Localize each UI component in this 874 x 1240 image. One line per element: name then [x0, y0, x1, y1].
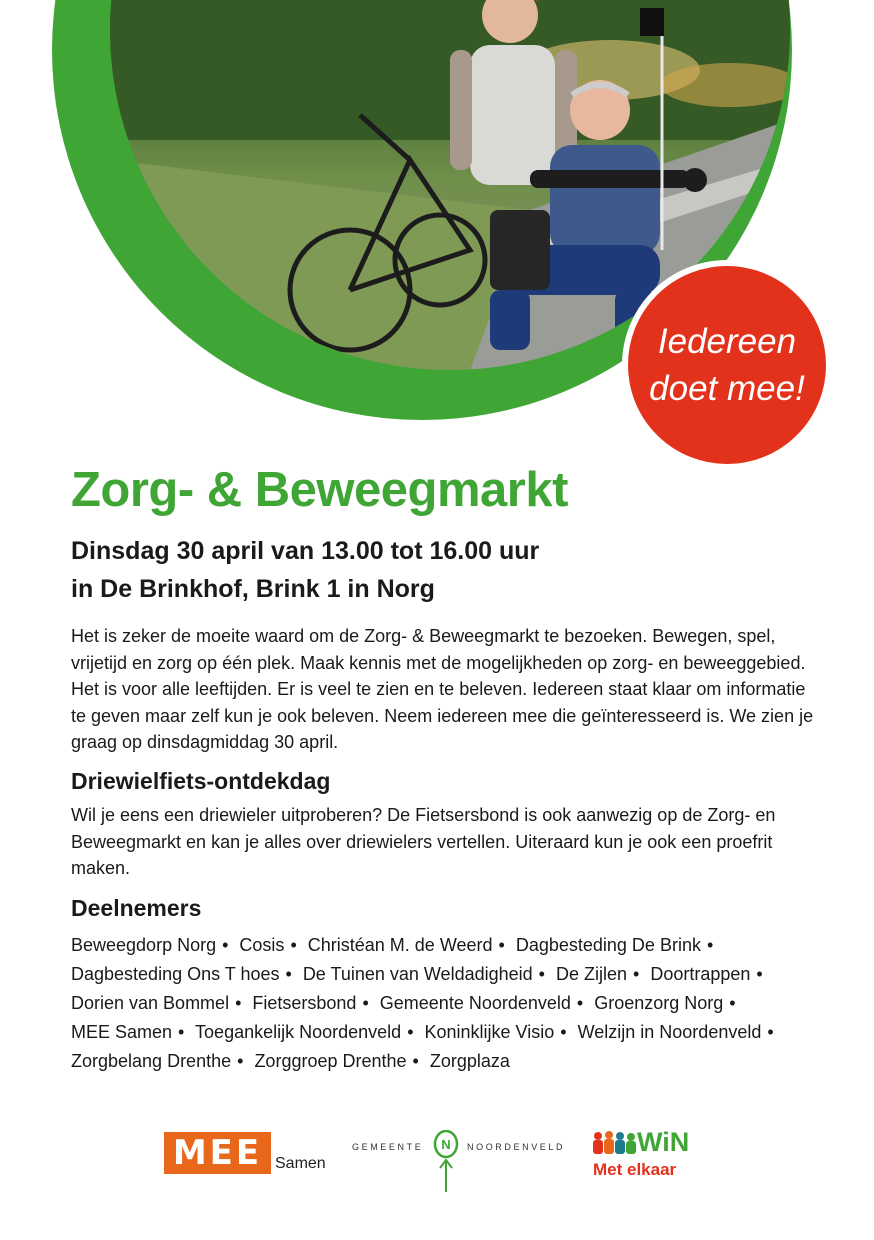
page-title: Zorg- & Beweegmarkt	[71, 463, 568, 517]
bullet-separator: •	[285, 964, 292, 984]
badge-line-2: doet mee!	[649, 369, 805, 408]
participant-item: De Zijlen •	[555, 964, 640, 984]
participant-item: Dagbesteding De Brink •	[515, 935, 714, 955]
participants-list	[71, 931, 811, 1076]
badge-line-1: Iedereen	[657, 322, 797, 361]
participant-item: Zorgbelang Drenthe •	[71, 1051, 244, 1071]
mee-logo-sub: Samen	[275, 1155, 326, 1172]
bullet-separator: •	[235, 993, 242, 1013]
event-details	[71, 532, 539, 608]
participant-item: Beweegdorp Norg •	[71, 935, 229, 955]
bullet-separator: •	[407, 1022, 414, 1042]
everyone-joins-badge	[622, 260, 832, 470]
noordenveld-mark-letter: N	[441, 1137, 451, 1152]
gemeente-noordenveld-logo	[352, 1130, 572, 1196]
bullet-separator: •	[576, 993, 584, 1013]
bullet-separator: •	[756, 964, 763, 984]
bullet-separator: •	[767, 1022, 774, 1042]
bullet-separator: •	[412, 1051, 419, 1071]
participant-item: Welzijn in Noordenveld •	[577, 1022, 774, 1042]
participant-item: Zorgplaza	[429, 1051, 510, 1071]
noordenveld-leaf-icon	[432, 1130, 460, 1196]
intro-paragraph: Het is zeker de moeite waard om de Zorg- & Beweegmarkt te bezoeken. Bewegen, spel, vrijetijd en zorg op één plek. Maak kennis met de mogelijkheden op zorg- en beweeggebied. Het is voor alle leeftijden. Er is veel te zien en te beleven. Iedereen staat klaar om informatie te geven maar zelf kun je ook beleven. Neem iedereen mee die geïnteresseerd is. We zien je graag op dinsdagmiddag 30 april.	[71, 626, 814, 752]
bullet-separator: •	[538, 964, 545, 984]
bullet-separator: •	[498, 935, 505, 955]
participant-item: Christéan M. de Weerd •	[307, 935, 505, 955]
participant-item: De Tuinen van Weldadigheid •	[302, 964, 545, 984]
participant-item: Groenzorg Norg •	[594, 993, 736, 1013]
participant-item: Doortrappen •	[650, 964, 763, 984]
participant-item: Dorien van Bommel •	[71, 993, 242, 1013]
participant-item: Dagbesteding Ons T hoes •	[71, 964, 292, 984]
bullet-separator: •	[560, 1022, 567, 1042]
bullet-separator: •	[290, 935, 297, 955]
tricycle-heading: Driewielfiets-ontdekdag	[71, 768, 331, 794]
event-location-line: in De Brinkhof, Brink 1 in Norg	[71, 575, 435, 603]
bullet-separator: •	[362, 993, 369, 1013]
noordenveld-logo-left: GEMEENTE	[352, 1142, 424, 1152]
win-logo-sub: Met elkaar	[593, 1160, 677, 1179]
bullet-separator: •	[706, 935, 714, 955]
win-met-elkaar-logo	[592, 1127, 702, 1182]
win-logo-word: WiN	[637, 1127, 690, 1157]
participant-item: Fietsersbond •	[252, 993, 369, 1013]
people-group-icon	[592, 1130, 638, 1158]
noordenveld-logo-right: NOORDENVELD	[467, 1142, 566, 1152]
bullet-separator: •	[178, 1022, 185, 1042]
event-date-line: Dinsdag 30 april van 13.00 tot 16.00 uur	[71, 537, 540, 565]
participant-item: Toegankelijk Noordenveld •	[195, 1022, 414, 1042]
participant-item: Gemeente Noordenveld •	[379, 993, 584, 1013]
participants-heading: Deelnemers	[71, 895, 202, 921]
participant-item: Koninklijke Visio •	[424, 1022, 567, 1042]
mee-logo-word: MEE	[164, 1132, 271, 1174]
bullet-separator: •	[237, 1051, 244, 1071]
participant-item: Zorggroep Drenthe •	[254, 1051, 419, 1071]
tricycle-paragraph: Wil je eens een driewieler uitproberen? De Fietsersbond is ook aanwezig op de Zorg- en Beweegmarkt en kan je alles over driewielers vertellen. Uiteraard kun je ook een proefrit maken.	[71, 805, 776, 878]
bullet-separator: •	[633, 964, 640, 984]
participant-item: Cosis •	[239, 935, 297, 955]
mee-samen-logo	[164, 1132, 326, 1174]
bullet-separator: •	[729, 993, 736, 1013]
bullet-separator: •	[222, 935, 229, 955]
participant-item: MEE Samen •	[71, 1022, 185, 1042]
